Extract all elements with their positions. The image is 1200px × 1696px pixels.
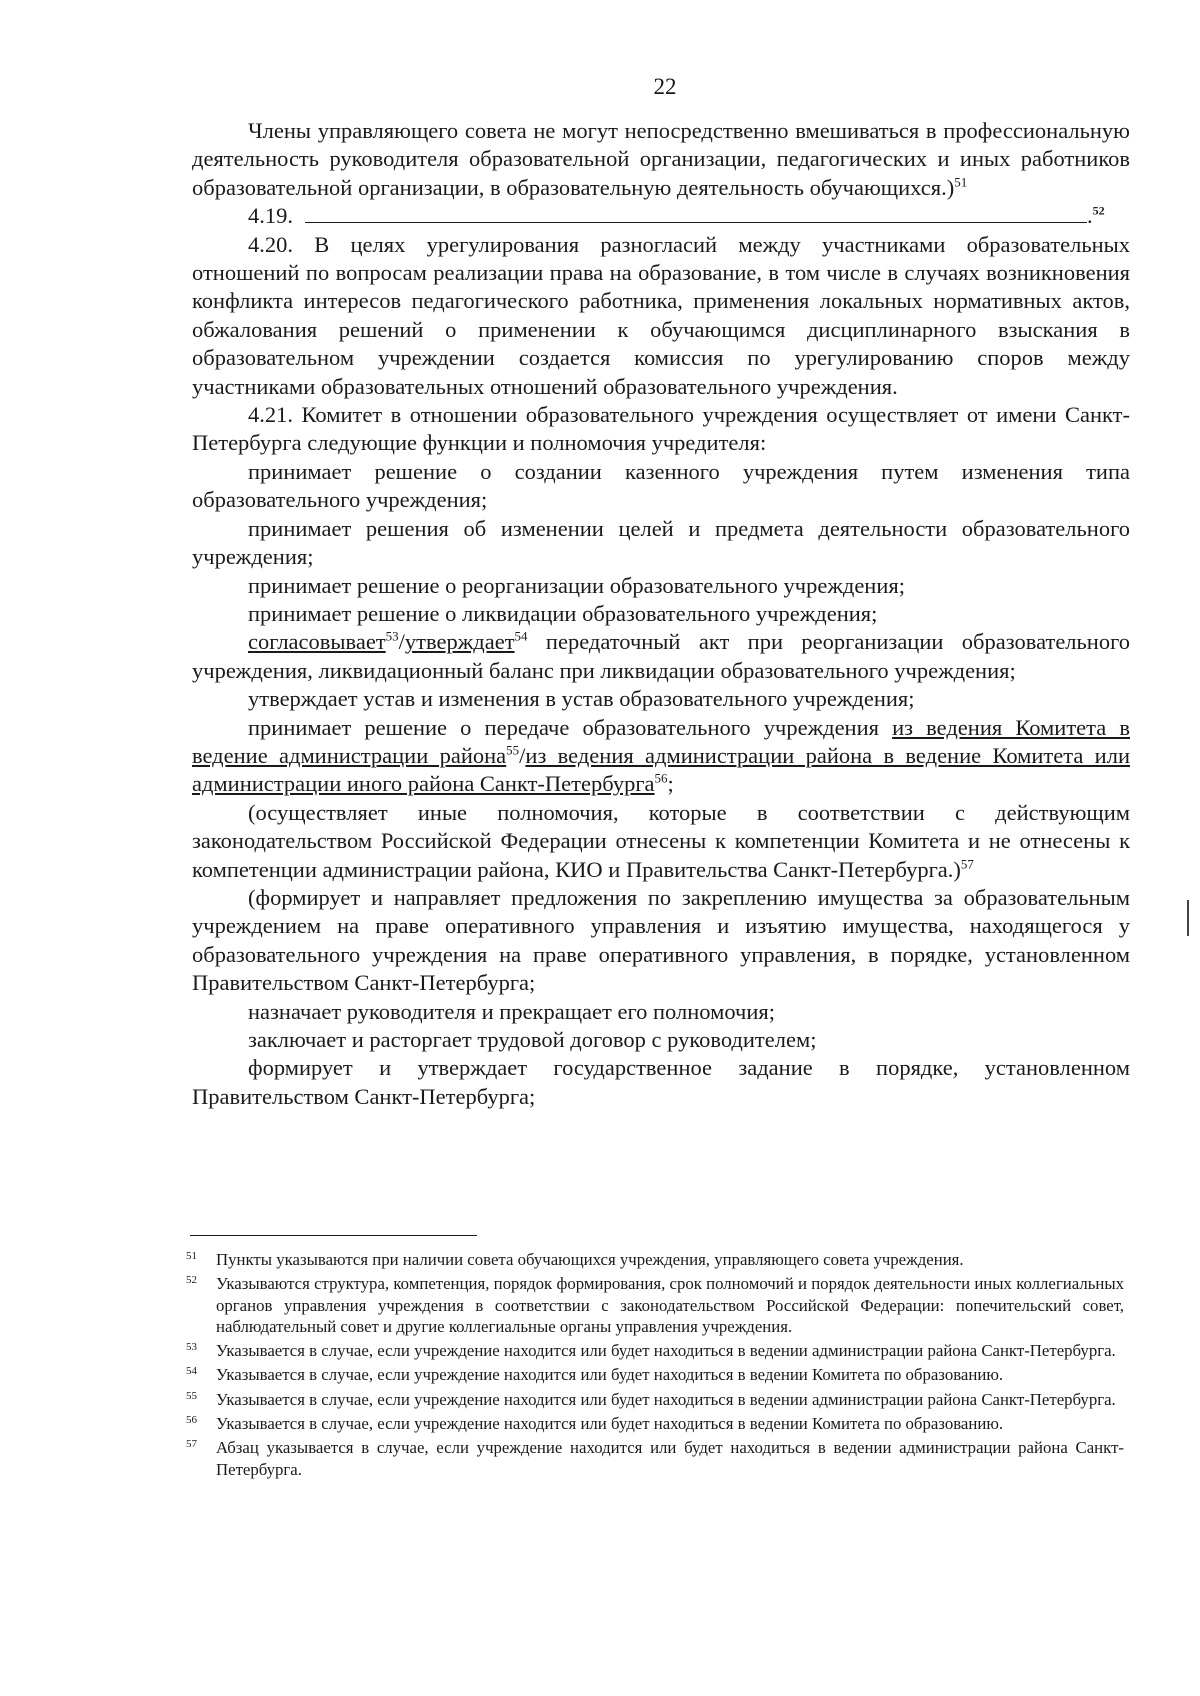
footnote-text: Указывается в случае, если учреждение находится или будет находиться в ведении Комитета по образованию. bbox=[216, 1414, 1004, 1434]
paragraph-text: принимает решение о передаче образовательного учреждения bbox=[248, 714, 893, 740]
footnote-ref: 57 bbox=[960, 856, 974, 872]
footnote bbox=[186, 1364, 1124, 1385]
slash: / bbox=[398, 629, 405, 655]
slash: / bbox=[519, 742, 526, 768]
footnote bbox=[186, 1249, 1124, 1270]
footnote-ref: 53 bbox=[385, 628, 399, 644]
paragraph-text: передаточный акт при реорганизации образовательного учреждения, ликвидационный баланс при ликвидации образовательного учреждения; bbox=[192, 629, 1130, 683]
list-item: принимает решение о реорганизации образовательного учреждения; bbox=[248, 572, 905, 598]
list-item: формирует и утверждает государственное задание в порядке, установленном Правительством Санкт-Петербурга; bbox=[192, 1055, 1130, 1109]
list-item: принимает решения об изменении целей и предмета деятельности образовательного учреждения; bbox=[192, 515, 1130, 570]
footnote bbox=[186, 1389, 1124, 1410]
footnotes bbox=[186, 1249, 1124, 1483]
footnote-number: 52 bbox=[186, 1274, 197, 1287]
list-item: принимает решение о создании казенного учреждения путем изменения типа образовательного учреждения; bbox=[192, 458, 1130, 513]
clause-number: 4.19. bbox=[248, 203, 293, 229]
list-item bbox=[192, 799, 1130, 884]
footnote-text: Пункты указываются при наличии совета обучающихся учреждения, управляющего совета учреждения. bbox=[216, 1250, 964, 1269]
footnote-text: Указывается в случае, если учреждение находится или будет находиться в ведении Комитета по образованию. bbox=[216, 1365, 1004, 1385]
list-item: утверждает устав и изменения в устав образовательного учреждения; bbox=[248, 686, 915, 712]
paragraph-4-21: 4.21. Комитет в отношении образовательного учреждения осуществляет от имени Санкт-Петербурга следующие функции и полномочия учредителя: bbox=[192, 402, 1130, 456]
footnote-number: 55 bbox=[186, 1389, 197, 1402]
page-number: 22 bbox=[653, 74, 677, 99]
footnote bbox=[186, 1340, 1124, 1361]
footnote-ref: 54 bbox=[514, 628, 528, 644]
footnote-number: 54 bbox=[186, 1365, 197, 1378]
list-item: принимает решение о ликвидации образовательного учреждения; bbox=[248, 600, 878, 626]
fill-in-line bbox=[305, 204, 1087, 223]
footnote-ref: 52 bbox=[1092, 203, 1105, 218]
footnote bbox=[186, 1273, 1124, 1337]
list-item: заключает и расторгает трудовой договор с руководителем; bbox=[248, 1027, 817, 1052]
scan-artifact bbox=[1187, 900, 1189, 936]
underlined-text: утверждает bbox=[404, 629, 515, 655]
underlined-text: из ведения администрации района в ведение Комитета или администрации иного района Санкт-Петербурга bbox=[192, 742, 1130, 797]
underlined-text: из ведения Комитета в ведение администрации района bbox=[192, 714, 1130, 768]
footnote bbox=[186, 1413, 1124, 1434]
footnote-ref: 55 bbox=[506, 742, 520, 758]
paragraph-text: Члены управляющего совета не могут непосредственно вмешиваться в профессиональную деятельность руководителя образовательной организации, педагогических и иных работников образовательной организации, в образовательную деятельность обучающихся.) bbox=[192, 118, 1130, 200]
list-item bbox=[192, 628, 1130, 685]
footnote-text: Указывается в случае, если учреждение находится или будет находиться в ведении администрации района Санкт-Петербурга. bbox=[216, 1389, 1116, 1409]
paragraph-4-19: 4.19. .$^{52}$ bbox=[248, 203, 1105, 229]
footnote-number: 53 bbox=[186, 1341, 197, 1354]
document-body bbox=[192, 117, 1130, 1111]
list-item: назначает руководителя и прекращает его полномочия; bbox=[248, 998, 775, 1024]
footnote-number: 51 bbox=[186, 1250, 197, 1262]
footnote-text: Указываются структура, компетенция, порядок формирования, срок полномочий и порядок деятельности иных коллегиальных органов управления учреждения в соответствии с законодательством Российской Федерации: попечительский совет, наблюдательный совет и другие коллегиальные органы управления учреждения. bbox=[216, 1274, 1124, 1336]
footnote-number: 57 bbox=[186, 1438, 197, 1451]
footnote-text: Указывается в случае, если учреждение находится или будет находиться в ведении администрации района Санкт-Петербурга. bbox=[216, 1341, 1116, 1361]
footnote-ref: 51 bbox=[954, 174, 968, 190]
paragraph-text: ; bbox=[667, 771, 674, 797]
footnote-number: 56 bbox=[186, 1414, 197, 1427]
footnote-ref: 56 bbox=[654, 770, 668, 786]
footnote bbox=[186, 1437, 1124, 1480]
footnote-text: Абзац указывается в случае, если учреждение находится или будет находиться в ведении администрации района Санкт-Петербурга. bbox=[216, 1438, 1124, 1479]
underlined-text: согласовывает bbox=[248, 629, 386, 655]
paragraph-4-20: 4.20. В целях урегулирования разногласий между участниками образовательных отношений по вопросам реализации права на образование, в том числе в случаях возникновения конфликта интересов педагогического работника, применения локальных нормативных актов, обжалования решений о применении к обучающимся дисциплинарного взыскания в образовательном учреждении создается комиссия по урегулированию споров между участниками образовательных отношений образовательного учреждения. bbox=[192, 231, 1130, 399]
list-item bbox=[192, 714, 1130, 799]
footnote-separator bbox=[190, 1235, 477, 1236]
list-item: (формирует и направляет предложения по закреплению имущества за образовательным учреждением на праве оперативного управления и изъятию имущества, находящегося у образовательного учреждения на праве оперативного управления, в порядке, установленном Правительством Санкт-Петербурга; bbox=[192, 884, 1130, 996]
paragraph-text: (осуществляет иные полномочия, которые в соответствии с действующим законодательством Российской Федерации отнесены к компетенции Комитета и не отнесены к компетенции администрации района, КИО и Правительства Санкт-Петербурга.) bbox=[192, 799, 1130, 882]
paragraph-council bbox=[192, 117, 1130, 202]
